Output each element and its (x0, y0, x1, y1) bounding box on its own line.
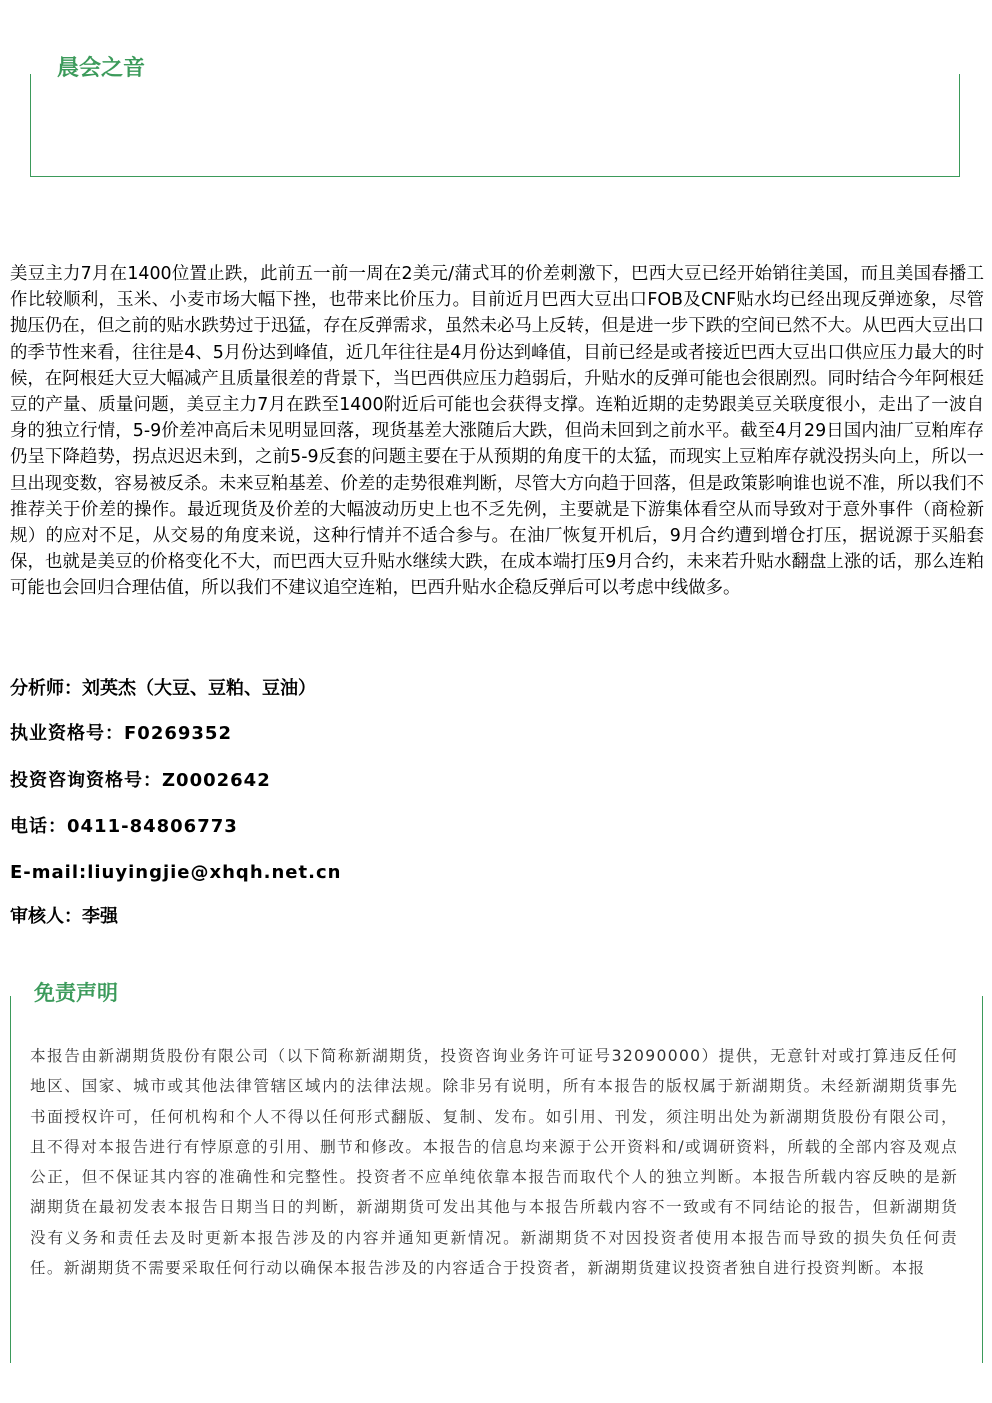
license-number: 执业资格号：F0269352 (10, 723, 232, 744)
email-link[interactable]: E-mail:liuyingjie@xhqh.net.cn (10, 862, 342, 883)
disclaimer-title: 免责声明 (30, 978, 122, 1008)
section-title: 晨会之音 (53, 54, 149, 84)
consult-license-number: 投资咨询资格号：Z0002642 (10, 770, 271, 791)
analyst-name: 分析师：刘英杰（大豆、豆粕、豆油） (10, 678, 316, 699)
phone-number: 电话：0411-84806773 (10, 816, 238, 837)
commentary-paragraph: 美豆主力7月在1400位置止跌，此前五一前一周在2美元/蒲式耳的价差刺激下，巴西大豆已经开始销往美国，而且美国春播工作比较顺利，玉米、小麦市场大幅下挫，也带来比价压力。目前近月巴西大豆出口FOB及CNF贴水均已经出现反弹迹象，尽管抛压仍在，但之前的贴水跌势过于迅猛，存在反弹需求，虽然未必马上反转，但是进一步下跌的空间已然不大。从巴西大豆出口的季节性来看，往往是4、5月份达到峰值，近几年往往是4月份达到峰值，目前已经是或者接近巴西大豆出口供应压力最大的时候，在阿根廷大豆大幅减产且质量很差的背景下，当巴西供应压力趋弱后，升贴水的反弹可能也会很剧烈。同时结合今年阿根廷豆的产量、质量问题，美豆主力7月在跌至1400附近后可能也会获得支撑。连粕近期的走势跟美豆关联度很小，走出了一波自身的独立行情，5-9价差冲高后未见明显回落，现货基差大涨随后大跌，但尚未回到之前水平。截至4月29日国内油厂豆粕库存仍呈下降趋势，拐点迟迟未到，之前5-9反套的问题主要在于从预期的角度干的太猛，而现实上豆粕库存就没拐头向上，所以一旦出现变数，容易被反杀。未来豆粕基差、价差的走势很难判断，尽管大方向趋于回落，但是政策影响谁也说不准，所以我们不推荐关于价差的操作。最近现货及价差的大幅波动历史上也不乏先例，主要就是下游集体看空从而导致对于意外事件（商检新规）的应对不足，从交易的角度来说，这种行情并不适合参与。在油厂恢复开机后，9月合约遭到增仓打压，据说源于买船套保，也就是美豆的价格变化不大，而巴西大豆升贴水继续大跌，在成本端打压9月合约，未来若升贴水翻盘上涨的话，那么连粕可能也会回归合理估值，所以我们不建议追空连粕，巴西升贴水企稳反弹后可以考虑中线做多。 (10, 264, 984, 599)
header-box (30, 74, 960, 177)
disclaimer-text: 本报告由新湖期货股份有限公司（以下简称新湖期货，投资咨询业务许可证号32090000）提供，无意针对或打算违反任何地区、国家、城市或其他法律管辖区域内的法律法规。除非另有说明，所有本报告的版权属于新湖期货。未经新湖期货事先书面授权许可，任何机构和个人不得以任何形式翻版、复制、发布。如引用、刊发，须注明出处为新湖期货股份有限公司，且不得对本报告进行有悖原意的引用、删节和修改。本报告的信息均来源于公开资料和/或调研资料，所载的全部内容及观点公正，但不保证其内容的准确性和完整性。投资者不应单纯依靠本报告而取代个人的独立判断。本报告所载内容反映的是新湖期货在最初发表本报告日期当日的判断，新湖期货可发出其他与本报告所载内容不一致或有不同结论的报告，但新湖期货没有义务和责任去及时更新本报告涉及的内容并通知更新情况。新湖期货不对因投资者使用本报告而导致的损失负任何责任。新湖期货不需要采取任何行动以确保本报告涉及的内容适合于投资者，新湖期货建议投资者独自进行投资判断。本报 (30, 1047, 958, 1278)
reviewer: 审核人：李强 (10, 906, 118, 927)
